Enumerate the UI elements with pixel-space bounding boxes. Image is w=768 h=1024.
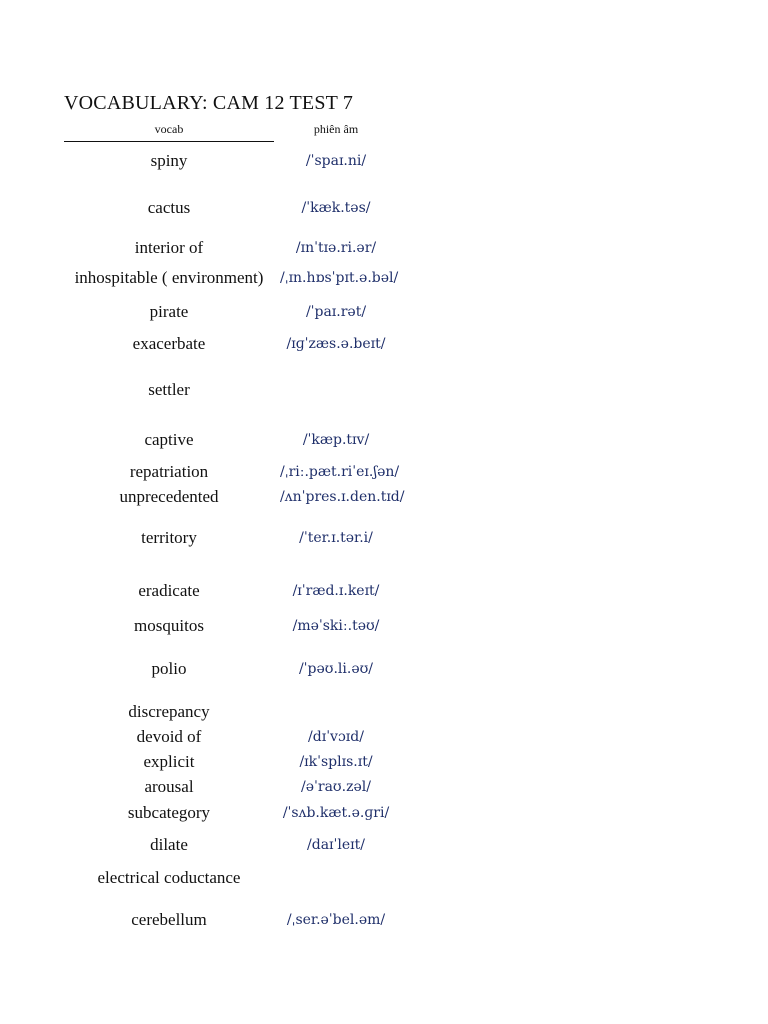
vocab-word: eradicate (138, 581, 200, 600)
vocab-word: devoid of (136, 727, 202, 746)
vocab-ipa: /ɪɡˈzæs.ə.beɪt/ (286, 336, 386, 352)
vocab-ipa: /ˈsʌb.kæt.ə.ɡri/ (282, 805, 390, 821)
vocab-row (0, 267, 768, 289)
vocab-row (0, 834, 768, 856)
vocab-row (0, 751, 768, 773)
vocab-row (0, 701, 768, 723)
vocab-row (0, 726, 768, 748)
document-title: VOCABULARY: CAM 12 TEST 7 (64, 92, 354, 114)
vocab-word: explicit (143, 752, 195, 771)
vocab-word: polio (151, 659, 187, 678)
vocab-ipa: /ˈpaɪ.rət/ (305, 304, 367, 320)
vocab-word: unprecedented (119, 487, 219, 506)
ipa-column-header: phiên âm (313, 122, 359, 136)
vocab-ipa: /ˈkæp.tɪv/ (302, 432, 370, 448)
vocab-word: discrepancy (128, 702, 210, 721)
vocab-row (0, 527, 768, 549)
vocab-row (0, 802, 768, 824)
vocab-ipa: /ɪkˈsplɪs.ɪt/ (299, 754, 373, 770)
vocab-ipa: /ʌnˈpres.ɪ.den.tɪd/ (280, 489, 405, 505)
vocab-word: cactus (147, 198, 191, 217)
vocab-row (0, 461, 768, 483)
vocab-word: exacerbate (132, 334, 206, 353)
vocab-ipa: /dɪˈvɔɪd/ (308, 729, 364, 745)
vocab-row (0, 197, 768, 219)
vocab-word: captive (144, 430, 194, 449)
vocab-ipa: /ˌser.əˈbel.əm/ (286, 912, 386, 928)
vocab-ipa: /ˈter.ɪ.tər.i/ (299, 530, 373, 546)
vocab-column-header: vocab (154, 122, 184, 136)
vocab-row (0, 909, 768, 931)
vocab-row (0, 776, 768, 798)
vocab-row (0, 615, 768, 637)
vocab-ipa: /daɪˈleɪt/ (307, 837, 365, 853)
vocab-word: pirate (149, 302, 189, 321)
vocab-word: electrical coductance (97, 868, 241, 887)
vocab-row (0, 301, 768, 323)
vocab-word: territory (141, 528, 197, 547)
vocab-word: subcategory (127, 803, 211, 822)
vocab-ipa: /ˌɪn.hɒsˈpɪt.ə.bəl/ (280, 270, 399, 286)
vocab-word: cerebellum (131, 910, 207, 929)
vocab-row (0, 333, 768, 355)
vocab-ipa: /əˈraʊ.zəl/ (301, 779, 371, 795)
vocab-word: interior of (134, 238, 204, 257)
vocab-ipa: /ˌriː.pæt.riˈeɪ.ʃən/ (280, 464, 400, 480)
vocab-word: inhospitable ( environment) (74, 268, 264, 287)
vocab-row (0, 867, 768, 889)
vocab-ipa: /məˈskiː.təʊ/ (292, 618, 380, 634)
vocab-row (0, 486, 768, 508)
vocab-word: spiny (150, 151, 188, 170)
vocab-row (0, 429, 768, 451)
vocab-ipa: /ɪˈræd.ɪ.keɪt/ (292, 583, 380, 599)
vocab-ipa: /ˈkæk.təs/ (301, 200, 371, 216)
vocab-ipa: /ˈspaɪ.ni/ (305, 153, 367, 169)
vocab-row (0, 658, 768, 680)
vocab-word: repatriation (129, 462, 209, 481)
vocab-ipa: /ˈpəʊ.li.əʊ/ (298, 661, 374, 677)
vocab-row (0, 580, 768, 602)
header-underline (64, 141, 274, 142)
vocab-word: settler (148, 380, 190, 399)
vocab-word: mosquitos (134, 616, 204, 635)
vocab-ipa: /ɪnˈtɪə.ri.ər/ (295, 240, 377, 256)
vocab-row (0, 379, 768, 401)
vocab-word: dilate (150, 835, 188, 854)
vocab-row (0, 237, 768, 259)
vocab-row (0, 150, 768, 172)
vocab-word: arousal (144, 777, 194, 796)
